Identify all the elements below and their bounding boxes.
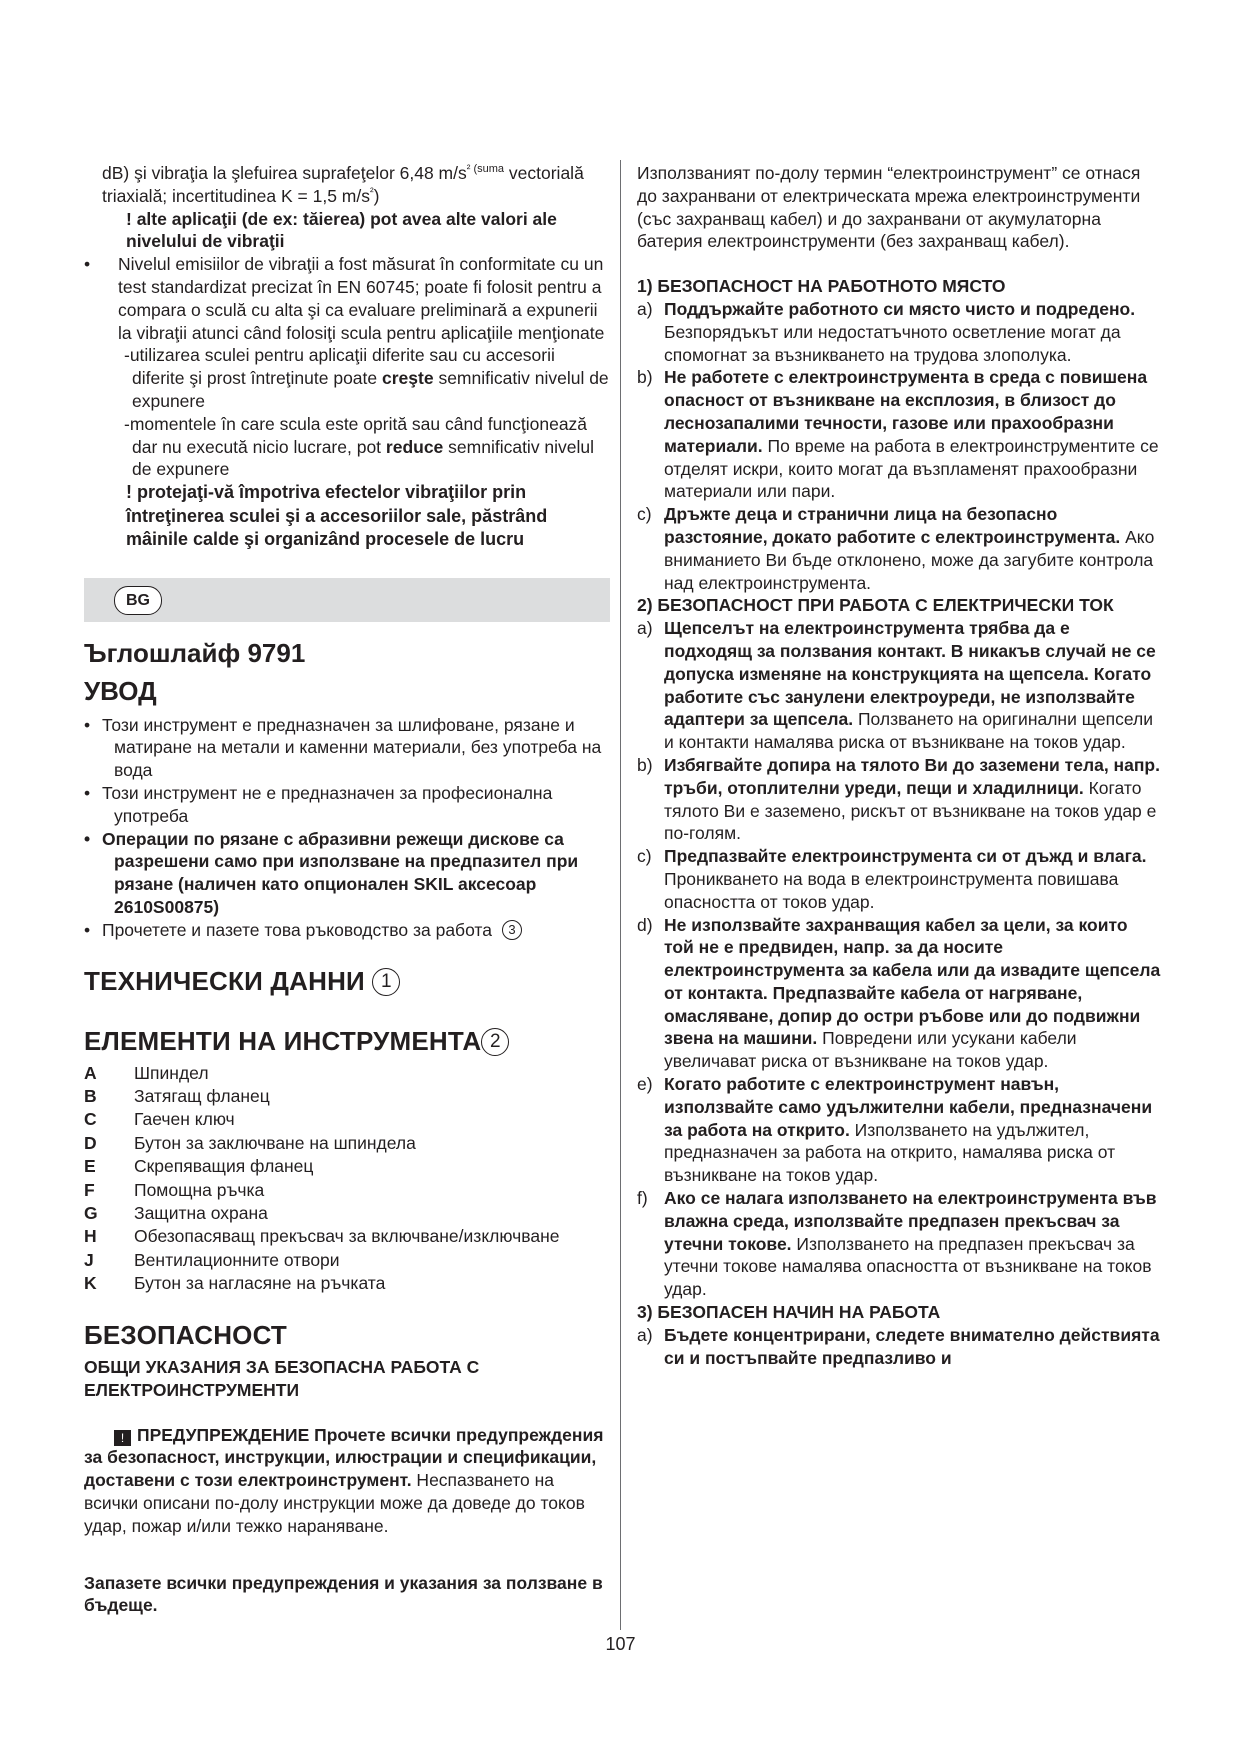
s2-item-b: b) Избягвайте допира на тялото Ви до заземени тела, напр. тръби, отоплителни уреди, пещи и хладилници. Когато тялото Ви е заземено, рискът от възникване на токов удар е по-голям. [637,754,1160,844]
part-label: Скрепяващия фланец [134,1156,314,1177]
s2-item-c: c) Предпазвайте електроинструмента си от дъжд и влага. Проникването на вода в електроинструмента повишава опасността от токов удар. [637,846,1147,912]
section-3-title: 3) БЕЗОПАСЕН НАЧИН НА РАБОТА [637,1302,941,1323]
left-column [84,162,610,1617]
ro-dash-increase: -utilizarea sculei pentru aplicaţii diferite sau cu accesorii diferite şi prost întreţinute poate creşte semnificativ nivelul de expunere [124,345,609,411]
section-1-title: 1) БЕЗОПАСНОСТ НА РАБОТНОТО МЯСТО [637,276,1006,297]
part-label: Вентилационните отвори [134,1249,340,1270]
part-label: Гаечен ключ [134,1109,235,1130]
ro-dash-reduce: -momentele în care scula este oprită sau când funcţionează dar nu execută nicio lucrare, pot reduce semnificativ nivelul de expunere [124,413,595,480]
ro-vibration-bullet: • Nivelul emisiilor de vibraţii a fost măsurat în conformitate cu un test standardizat precizat în EN 60745; poate fi folosit pentru a compara o sculă cu alta şi ca evaluare preliminară a expunerii la vibraţii atunci când folosiţi scula pentru aplicaţiile menţionate [84,253,610,344]
intro-bullet-3: • Операции по рязане с абразивни режещи дискове са разрешени само при използване на предпазител при рязане (наличен като опционален SKIL аксесоар 2610S00875) [84,828,610,919]
warning-icon: ! [114,1430,131,1446]
s1-item-c: c) Дръжте деца и странични лица на безопасно разстояние, докато работите с електроинструмента. Ако вниманието Ви бъде отклонено, може да загубите контрола над електроинструмента. [637,504,1155,593]
intro-heading: УВОД [84,675,157,706]
s1-item-b: b) Не работете с електроинструмента в среда с повишена опасност от възникване на експлозия, в близост до леснозапалими течности, газове или прахообразни материали. По време на работа в електроинструментите се отделят искри, които могат да възпламенят прахообразни материали или пари. [637,367,1159,502]
figure-ref-3: 3 [502,920,522,940]
intro-bullet-4: • Прочетете и пазете това ръководство за работа 3 [84,919,610,942]
s2-item-a: a) Щепселът на електроинструмента трябва да е подходящ за ползвания контакт. В никакъв случай не се допуска изменяне на конструкцията на щепсела. Когато работите със занулени електроуреди, не използвайте адаптери за щепсела. Ползването на оригинални щепсели и контакти намалява риска от възникване на токов удар. [637,618,1156,753]
figure-ref-2: 2 [481,1028,509,1056]
right-column [637,162,1161,1369]
part-label: Обезопасяващ прекъсвач за включване/изключване [134,1226,560,1247]
keep-instructions: Запазете всички предупреждения и указания за ползване в бъдеще. [84,1572,603,1616]
part-label: Шпиндел [134,1062,209,1083]
safety-subheading: ОБЩИ УКАЗАНИЯ ЗА БЕЗОПАСНА РАБОТА С ЕЛЕКТРОИНСТРУМЕНТИ [84,1356,480,1400]
language-badge: BG [114,586,162,615]
part-label: Помощна ръчка [134,1179,265,1200]
tech-data-heading: ТЕХНИЧЕСКИ ДАННИ 1 [84,964,610,998]
part-label: Бутон за заключване на шпиндела [134,1132,416,1153]
column-divider [620,160,621,1630]
s3-item-a: a) Бъдете концентрирани, следете внимателно действията си и постъпвайте предпазливо и [637,1324,1160,1368]
safety-heading: БЕЗОПАСНОСТ [84,1319,288,1350]
ro-warning-applications: ! alte aplicaţii (de ex: tăierea) pot avea alte valori ale nivelului de vibraţii [126,208,557,252]
term-intro: Използваният по-долу термин “електроинструмент” се отнася до захранвани от електрическата мрежа електроинструменти (със захранващ кабел) и до захранвани от акумулаторна батерия електроинструменти (без захранващ кабел). [637,163,1141,252]
figure-ref-1: 1 [372,968,400,996]
part-label: Затягащ фланец [134,1086,270,1107]
parts-list: A Шпиндел B Затягащ фланец C Гаечен ключ D Бутон за заключване на шпиндела E Скрепяващия фланец F Помощна ръчка G Защитна охрана H Обезопасяващ прекъсвач за включване/изключване J Вентилационните отвори K Бутон за нагласяне на ръчката [84,1062,610,1296]
ro-vibration-values: dB) şi vibraţia la şlefuirea suprafeţelor 6,48 $m/s^{^2 (suma}$ vectorială triaxială; incertitudinea K = 1,5 $m/s^{^2}$) [102,163,584,206]
s2-item-d: d) Не използвайте захранващия кабел за цели, за които той не е предвиден, напр. за да носите електроинструмента за кабела или да извадите щепсела от контакта. Предпазвайте кабела от нагряване, омасляване, допир до остри ръбове или до подвижни звена на машини. Повредени или усукани кабели увеличават риска от възникване на токов удар. [637,914,1161,1072]
page-number: 107 [605,1634,636,1654]
ro-warning-protect: ! protejaţi-vă împotriva efectelor vibraţiilor prin întreţinerea sculei şi a accesoriilor sale, păstrând mâinile calde şi organizând procesele de lucru [126,482,548,550]
language-bar [84,578,610,622]
general-warning: ! ПРЕДУПРЕЖДЕНИЕ Прочете всички предупреждения за безопасност, инструкции, илюстрации и спецификации, доставени с този електроинструмент. Неспазването на всички описани по-долу инструкции може да доведе до токов удар, пожар и/или тежко нараняване. [84,1424,604,1536]
s2-item-f: f) Ако се налага използването на електроинструмента във влажна среда, използвайте предпазен прекъсвач за утечни токове. Използването на предпазен прекъсвач за утечни токове намалява опасността от възникване на токов удар. [637,1188,1157,1300]
part-label: Защитна охрана [134,1203,268,1224]
intro-bullet-2: • Този инструмент не е предназначен за професионална употреба [84,782,610,828]
part-label: Бутон за нагласяне на ръчката [134,1273,386,1294]
product-title: Ъглошлайф 9791 [84,637,306,668]
s2-item-e: e) Когато работите с електроинструмент навън, използвайте само удължителни кабели, предназначени за работа на открито. Използването на удължител, предназначен за работа на открито, намалява риска от възникване на токов удар. [637,1074,1153,1186]
s1-item-a: a) Поддържайте работното си място чисто и подредено. Безпорядъкът или недостатъчното осветление могат да спомогнат за възникването на трудова злополука. [637,298,1136,365]
intro-bullet-1: • Този инструмент е предназначен за шлифоване, рязане и матиране на метали и каменни материали, без употреба на вода [84,714,610,782]
section-2-title: 2) БЕЗОПАСНОСТ ПРИ РАБОТА С ЕЛЕКТРИЧЕСКИ ТОК [637,595,1114,616]
elements-heading: ЕЛЕМЕНТИ НА ИНСТРУМЕНТА 2 [84,1024,610,1058]
